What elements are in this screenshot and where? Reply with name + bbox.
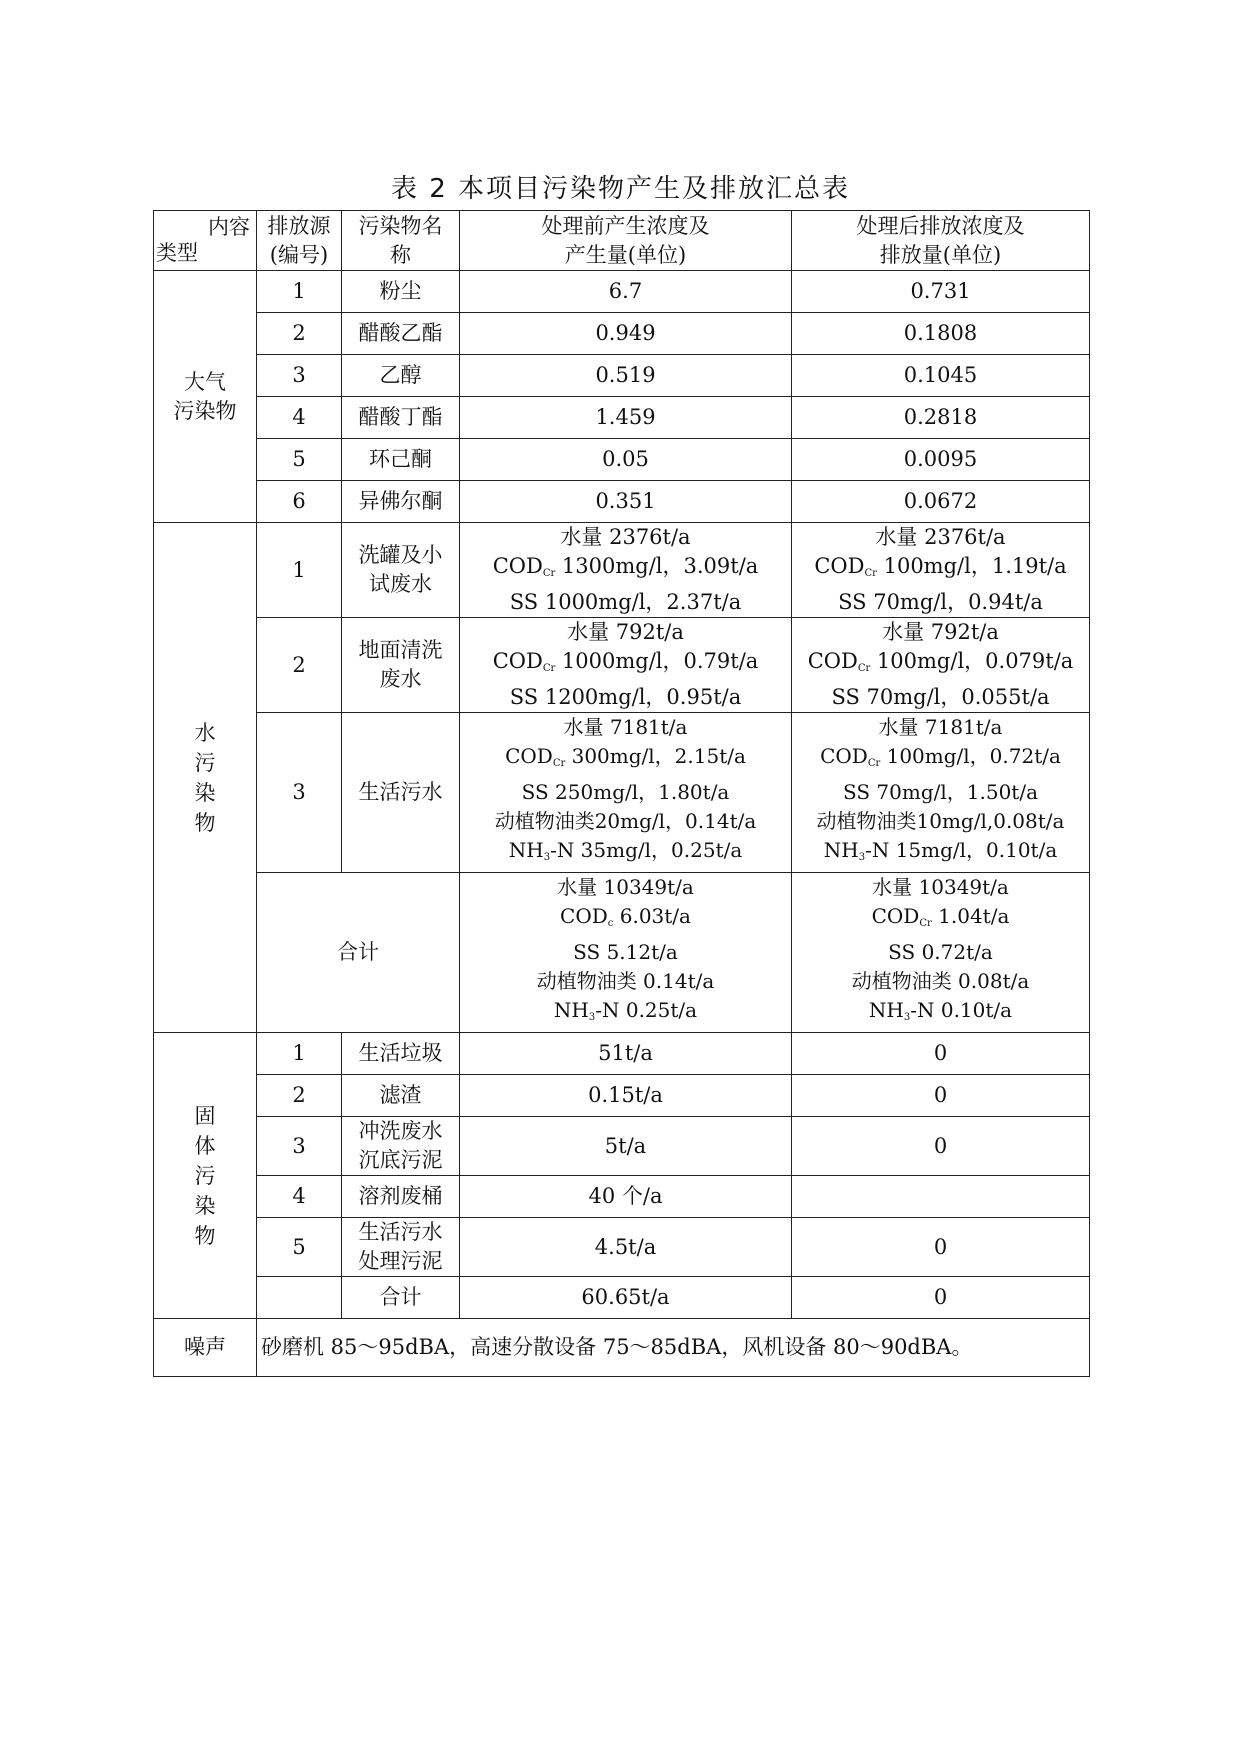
- after-value: 0.1045: [792, 355, 1090, 397]
- table-row: [154, 397, 1090, 439]
- before-value: 水量 7181t/a $COD_{Cr}$ 300mg/l，2.15t/a SS 250mg/l，1.80t/a 动植物油类20mg/l，0.14t/a $NH_3-N$ 35mg/l，0.25t/a: [460, 713, 792, 873]
- total-label: 合计: [342, 1277, 460, 1319]
- source-number: 1: [257, 523, 342, 618]
- category-solid: 固 体 污 染 物: [154, 1033, 257, 1319]
- source-number: 5: [257, 1218, 342, 1277]
- pollutant-name: 地面清洗 废水: [342, 618, 460, 713]
- noise-value: 砂磨机 85～95dBA，高速分散设备 75～85dBA，风机设备 80～90dBA。: [257, 1319, 1090, 1377]
- source-number: 1: [257, 271, 342, 313]
- header-source: 排放源 (编号): [257, 211, 342, 271]
- table-row: [154, 713, 1090, 873]
- after-value: 0.0672: [792, 481, 1090, 523]
- pollutant-name: 环己酮: [342, 439, 460, 481]
- header-content-type: 内容 类型: [154, 211, 257, 271]
- header-after: 处理后排放浓度及 排放量(单位): [792, 211, 1090, 271]
- pollutant-summary-table: [153, 210, 1090, 1377]
- source-number: 5: [257, 439, 342, 481]
- before-value: 4.5t/a: [460, 1218, 792, 1277]
- before-value: 60.65t/a: [460, 1277, 792, 1319]
- pollutant-name: 洗罐及小 试废水: [342, 523, 460, 618]
- table-row: [154, 481, 1090, 523]
- category-air: 大气 污染物: [154, 271, 257, 523]
- table-row: [154, 1033, 1090, 1075]
- pollutant-name: 滤渣: [342, 1075, 460, 1117]
- table-row: [154, 1117, 1090, 1176]
- before-value: 0.15t/a: [460, 1075, 792, 1117]
- before-value: 5t/a: [460, 1117, 792, 1176]
- before-value: 0.519: [460, 355, 792, 397]
- after-value: 0.731: [792, 271, 1090, 313]
- source-number: 3: [257, 1117, 342, 1176]
- before-value: 水量 10349t/a $COD_c$ 6.03t/a SS 5.12t/a 动植物油类 0.14t/a $NH_3-N$ 0.25t/a: [460, 873, 792, 1033]
- pollutant-name: 醋酸乙酯: [342, 313, 460, 355]
- source-number: 2: [257, 1075, 342, 1117]
- pollutant-name: 醋酸丁酯: [342, 397, 460, 439]
- source-number: 1: [257, 1033, 342, 1075]
- after-value: 0: [792, 1033, 1090, 1075]
- table-row: [154, 1218, 1090, 1277]
- after-value: 0.1808: [792, 313, 1090, 355]
- table-row: [154, 1075, 1090, 1117]
- source-number: 2: [257, 313, 342, 355]
- category-water: 水 污 染 物: [154, 523, 257, 1033]
- pollutant-name: 生活污水: [342, 713, 460, 873]
- before-value: 0.949: [460, 313, 792, 355]
- before-value: 51t/a: [460, 1033, 792, 1075]
- source-number: 4: [257, 1176, 342, 1218]
- table-row-total: [154, 873, 1090, 1033]
- pollutant-name: 生活污水 处理污泥: [342, 1218, 460, 1277]
- source-number: 3: [257, 355, 342, 397]
- pollutant-name: 粉尘: [342, 271, 460, 313]
- after-value: 水量 10349t/a $COD_{Cr}$ 1.04t/a SS 0.72t/a 动植物油类 0.08t/a $NH_3-N$ 0.10t/a: [792, 873, 1090, 1033]
- total-label: 合计: [257, 873, 460, 1033]
- before-value: 6.7: [460, 271, 792, 313]
- before-value: 40 个/a: [460, 1176, 792, 1218]
- after-value: 0.0095: [792, 439, 1090, 481]
- after-value: 0: [792, 1117, 1090, 1176]
- table-row: [154, 618, 1090, 713]
- table-row: [154, 439, 1090, 481]
- after-value: 0: [792, 1075, 1090, 1117]
- header-before: 处理前产生浓度及 产生量(单位): [460, 211, 792, 271]
- table-row: [154, 355, 1090, 397]
- after-value: 0.2818: [792, 397, 1090, 439]
- before-value: 水量 792t/a $COD_{Cr}$ 1000mg/l，0.79t/a SS 1200mg/l，0.95t/a: [460, 618, 792, 713]
- source-number: 6: [257, 481, 342, 523]
- pollutant-name: 生活垃圾: [342, 1033, 460, 1075]
- before-value: 0.05: [460, 439, 792, 481]
- pollutant-name: 溶剂废桶: [342, 1176, 460, 1218]
- table-row-total: [154, 1277, 1090, 1319]
- source-number: 4: [257, 397, 342, 439]
- pollutant-name: 乙醇: [342, 355, 460, 397]
- table-caption: 表 2 本项目污染物产生及排放汇总表: [390, 174, 851, 204]
- source-number: 2: [257, 618, 342, 713]
- table-row: [154, 1176, 1090, 1218]
- before-value: 水量 2376t/a $COD_{Cr}$ 1300mg/l，3.09t/a SS 1000mg/l，2.37t/a: [460, 523, 792, 618]
- before-value: 1.459: [460, 397, 792, 439]
- header-row: [154, 211, 1090, 271]
- pollutant-name: 冲洗废水 沉底污泥: [342, 1117, 460, 1176]
- after-value: 0: [792, 1218, 1090, 1277]
- after-value: 水量 2376t/a $COD_{Cr}$ 100mg/l，1.19t/a SS 70mg/l，0.94t/a: [792, 523, 1090, 618]
- source-number: 3: [257, 713, 342, 873]
- source-number: [257, 1277, 342, 1319]
- after-value: 水量 7181t/a $COD_{Cr}$ 100mg/l，0.72t/a SS 70mg/l，1.50t/a 动植物油类10mg/l,0.08t/a $NH_3-N$ 15mg/l，0.10t/a: [792, 713, 1090, 873]
- after-value: 0: [792, 1277, 1090, 1319]
- table-row: [154, 1319, 1090, 1377]
- header-pollutant: 污染物名 称: [342, 211, 460, 271]
- table-row: [154, 523, 1090, 618]
- table-row: [154, 271, 1090, 313]
- before-value: 0.351: [460, 481, 792, 523]
- pollutant-name: 异佛尔酮: [342, 481, 460, 523]
- after-value: [792, 1176, 1090, 1218]
- table-row: [154, 313, 1090, 355]
- after-value: 水量 792t/a $COD_{Cr}$ 100mg/l，0.079t/a SS 70mg/l，0.055t/a: [792, 618, 1090, 713]
- category-noise: 噪声: [154, 1319, 257, 1377]
